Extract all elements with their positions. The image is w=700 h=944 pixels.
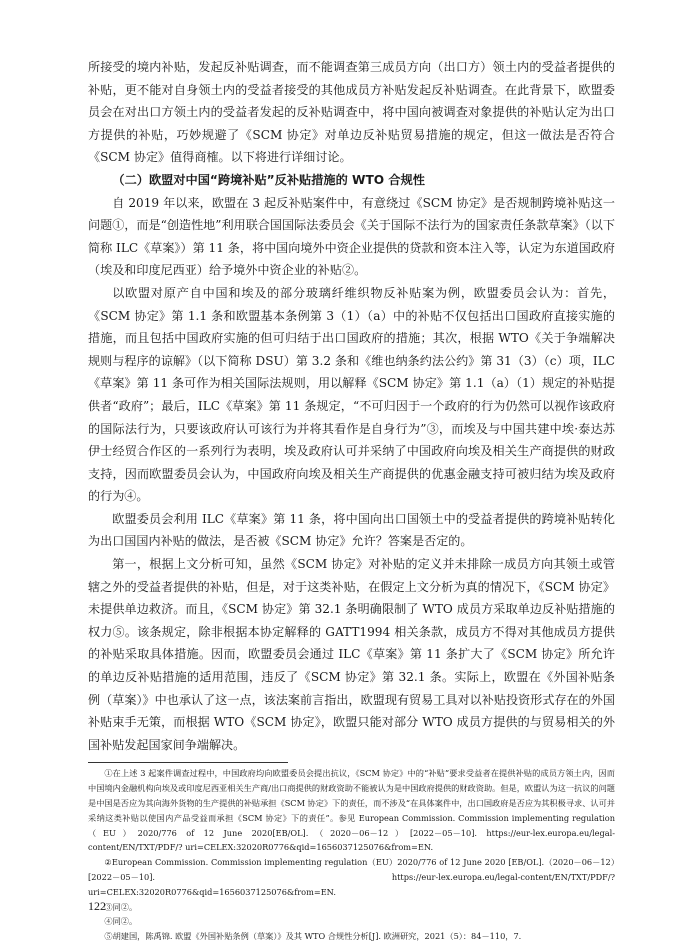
footnote: ④同②。 [104,916,138,927]
section-heading: （二）欧盟对中国“跨境补贴”反补贴措施的 WTO 合规性 [112,172,425,187]
footnote: ②European Commission. Commission implementing regulation（EU）2020/776 of 12 June 2020 [EB/OL].（2020－06－12）[2022－05－10]. https://eur-lex.europa.eu/legal-content/EN/TXT/PDF/? uri=CELEX:32020R0776&qid=1656037125076&from=EN. [88,857,615,897]
paragraph: 自 2019 年以来，欧盟在 3 起反补贴案件中，有意绕过《SCM 协定》是否规制跨境补贴这一问题①，而是“创造性地”利用联合国国际法委员会《关于国际不法行为的国家责任条款草案》（以下简称 ILC《草案》）第 11 条，将中国向境外中资企业提供的贷款和资本注入等，认定为东道国政府（埃及和印度尼西亚）给予境外中资企业的补贴②。 [88,195,615,278]
page-content [88,56,615,944]
paragraph-continuation: 所接受的境内补贴，发起反补贴调查，而不能调查第三成员方向（出口方）领土内的受益者提供的补贴，更不能对自身领土内的受益者接受的其他成员方补贴发起反补贴调查。在此背景下，欧盟委员会在对出口方领土内的受益者发起的反补贴调查中，将中国向被调查对象提供的补贴认定为出口方提供的补贴，巧妙规避了《SCM 协定》对单边反补贴贸易措施的规定，但这一做法是否符合《SCM 协定》值得商榷。以下将进行详细讨论。 [88,60,615,165]
footnote: ①在上述 3 起案件调查过程中，中国政府均向欧盟委员会提出抗议，《SCM 协定》中的“补贴”要求受益者在提供补贴的成员方领土内，因而中国境内金融机构向埃及或印度尼西亚相关生产商/出口商提供的财政资助不能被认为是中国政府提供的财政资助。但是，欧盟认为这一抗议的问题是中国是否应为其向海外货物的生产提供的补贴承担《SCM 协定》下的责任，而不涉及“在具体案件中，出口国政府是否应为其积极寻求、认可并采纳这类补贴以使国内产品受益而承担《SCM 协定》下的责任”。参见 European Commission. Commission implementing regulation（EU）2020/776 of 12 June 2020[EB/OL].（2020－06－12）[2022－05－10]. https://eur-lex.europa.eu/legal-content/EN/TXT/PDF/? uri=CELEX:32020R0776&qid=1656037125076&from=EN. [88,768,615,853]
paragraph: 第一，根据上文分析可知，虽然《SCM 协定》对补贴的定义并未排除一成员方向其领土或管辖之外的受益者提供的补贴，但是，对于这类补贴，在假定上文分析为真的情况下，《SCM 协定》未提供单边救济。而且，《SCM 协定》第 32.1 条明确限制了 WTO 成员方采取单边反补贴措施的权力⑤。该条规定，除非根据本协定解释的 GATT1994 相关条款，成员方不得对其他成员方提供的补贴采取具体措施。因而，欧盟委员会通过 ILC《草案》第 11 条扩大了《SCM 协定》所允许的单边反补贴措施的适用范围，违反了《SCM 协定》第 32.1 条。实际上，欧盟在《外国补贴条例（草案）》中也承认了这一点，该法案前言指出，欧盟现有贸易工具对以补贴投资形式存在的外国补贴束手无策，而根据 WTO《SCM 协定》，欧盟只能对部分 WTO 成员方提供的与贸易相关的外国补贴发起国家间争端解决。 [88,557,615,752]
page-number: 122 [88,899,106,913]
footnote: ⑤胡建国，陈禹锦. 欧盟《外国补贴条例（草案）》及其 WTO 合规性分析[J]. 欧洲研究，2021（5）：84－110，7. [104,931,522,942]
footnote: ③同②。 [104,901,138,912]
paragraph: 欧盟委员会利用 ILC《草案》第 11 条，将中国向出口国领土中的受益者提供的跨境补贴转化为出口国国内补贴的做法，是否被《SCM 协定》允许？答案是否定的。 [88,511,615,549]
footnote-separator [88,762,288,763]
paragraph: 以欧盟对原产自中国和埃及的部分玻璃纤维织物反补贴案为例，欧盟委员会认为：首先，《SCM 协定》第 1.1 条和欧盟基本条例第 3（1）（a）中的补贴不仅包括出口国政府直接实施的措施，而且包括中国政府实施的但可归结于出口国政府的措施；其次，根据 WTO《关于争端解决规则与程序的谅解》（以下简称 DSU）第 3.2 条和《维也纳条约法公约》第 31（3）（c）项，ILC《草案》第 11 条可作为相关国际法规则，用以解释《SCM 协定》第 1.1（a）（1）规定的补贴提供者“政府”；最后，ILC《草案》第 11 条规定，“不可归因于一个政府的行为仍然可以视作该政府的国际法行为，只要该政府认可该行为并将其看作是自身行为”③，而埃及与中国共建中埃·泰达苏伊士经贸合作区的一系列行为表明，埃及政府认可并采纳了中国政府向埃及相关生产商提供的财政支持，因而欧盟委员会认为，中国政府向埃及相关生产商提供的优惠金融支持可被归结为埃及政府的行为④。 [88,285,615,504]
